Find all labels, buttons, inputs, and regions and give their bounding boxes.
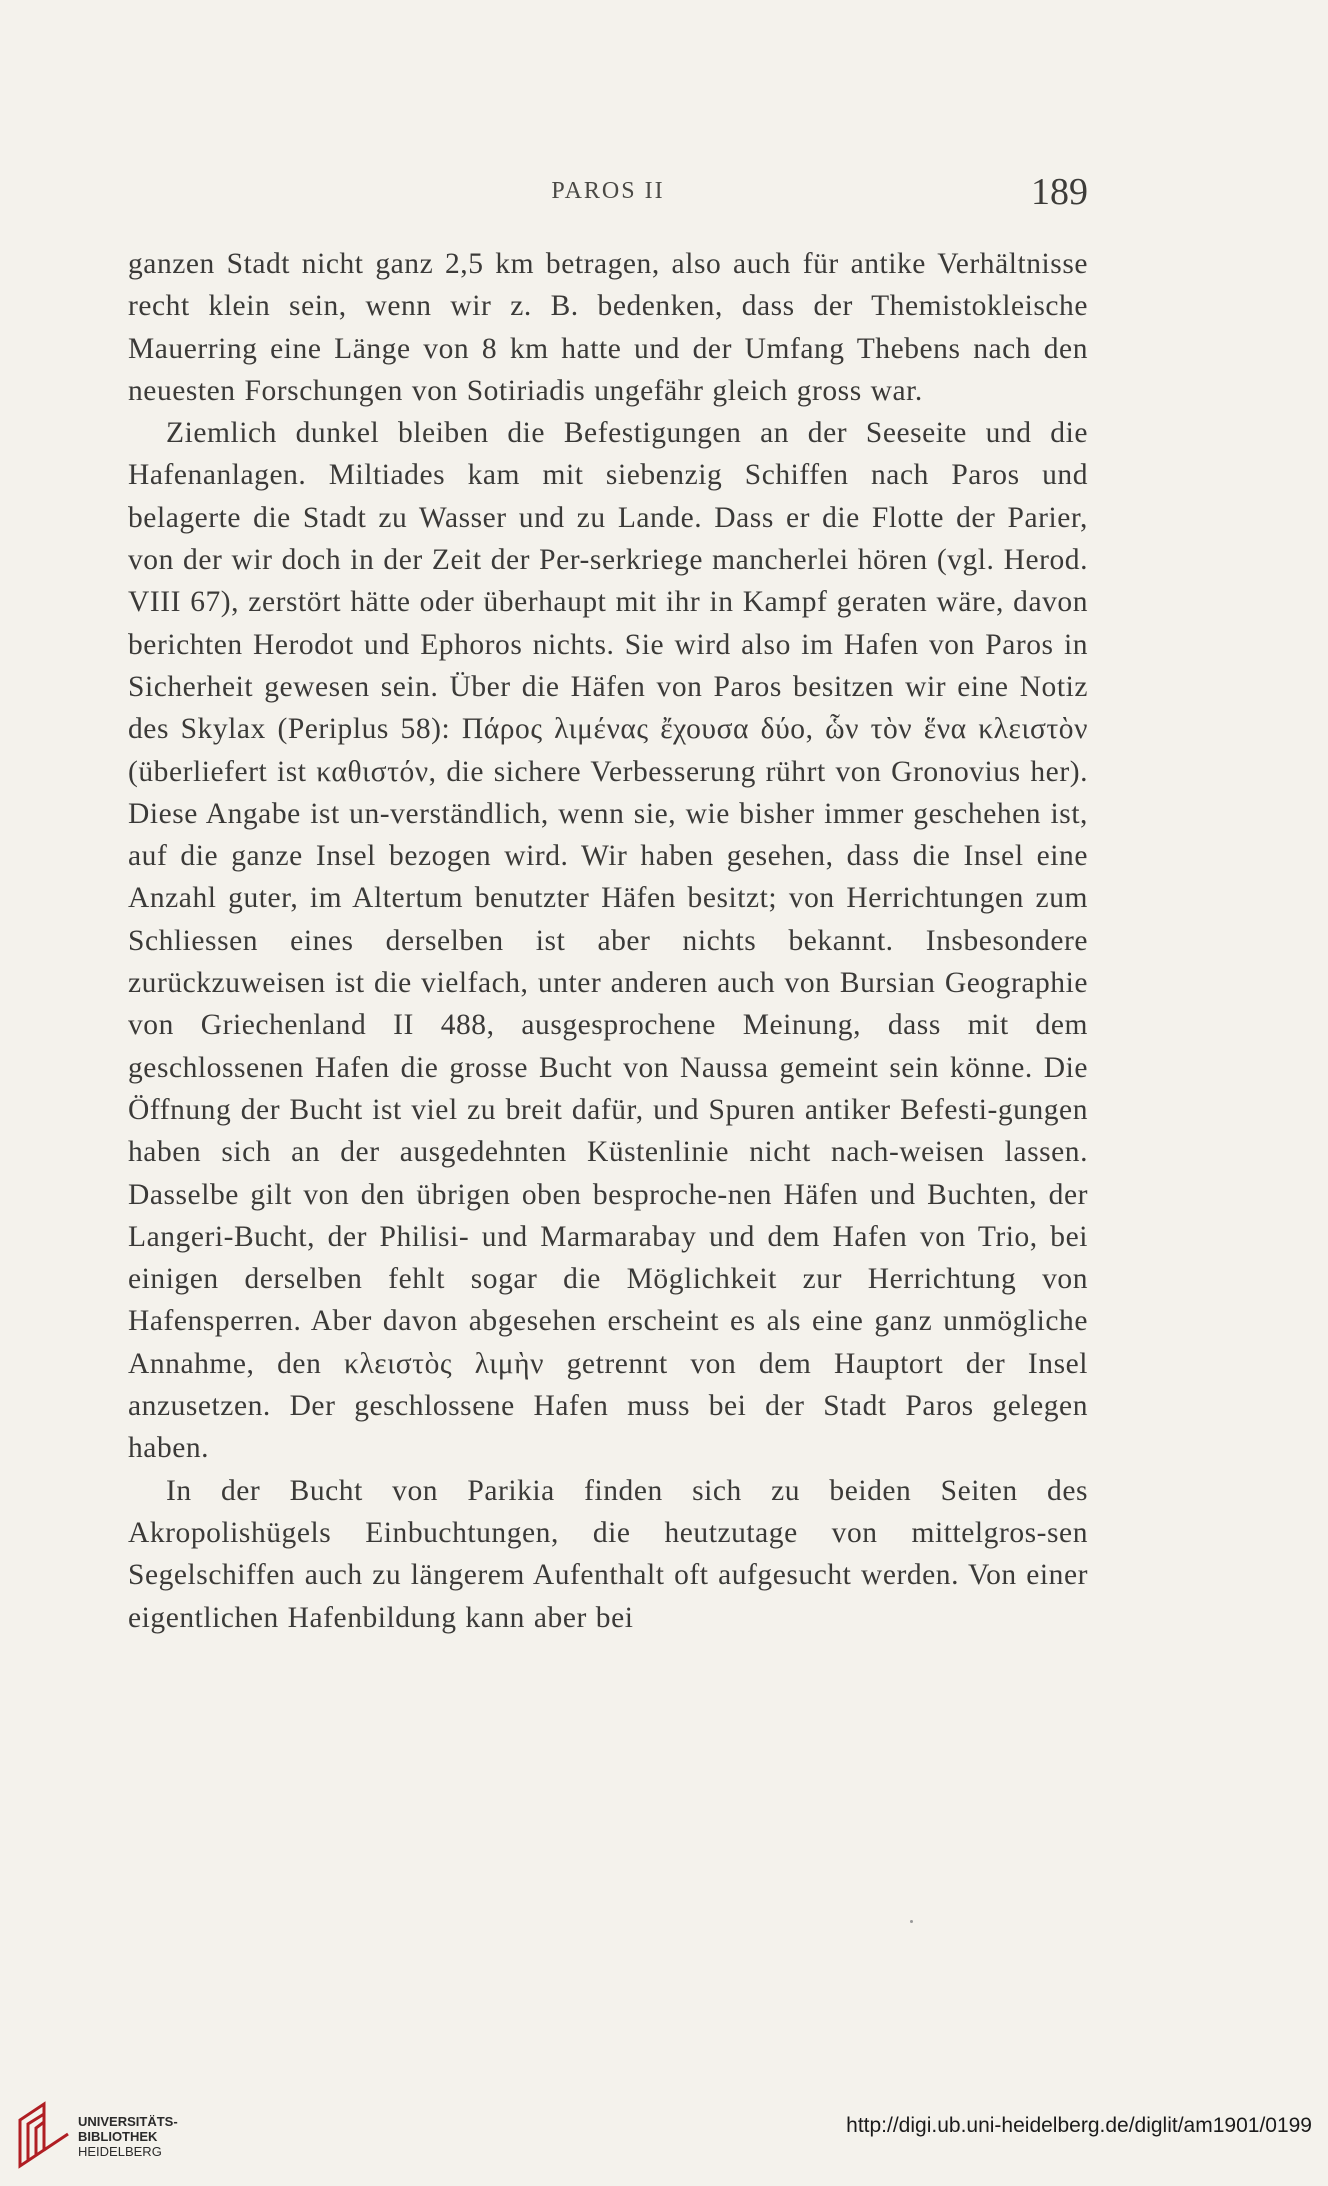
ub-heidelberg-logo-icon[interactable] (14, 2100, 74, 2170)
source-url-link[interactable]: http://digi.ub.uni-heidelberg.de/diglit/am1901/0199 (846, 2114, 1312, 2137)
paper-speck (910, 1920, 913, 1923)
paragraph-3: In der Bucht von Parikia finden sich zu beiden Seiten des Akropolishügels Einbuchtungen, die heutzutage von mittelgros-sen Segelschiffen auch zu längerem Aufenthalt oft aufgesucht werden. Von einer eigentlichen Hafenbildung kann aber bei (128, 1474, 1088, 1634)
library-line-1: UNIVERSITÄTS- (78, 2114, 178, 2129)
page-footer (0, 2080, 1328, 2186)
library-name (78, 2114, 178, 2159)
running-head: PAROS II (551, 178, 665, 204)
paragraph-1: ganzen Stadt nicht ganz 2,5 km betragen, also auch für antike Verhältnisse recht klein sein, wenn wir z. B. bedenken, dass der Themistokleische Mauerring eine Länge von 8 km hatte und der Umfang Thebens nach den neuesten Forschungen von Sotiriadis ungefähr gleich gross war. (128, 248, 1088, 407)
page-number: 189 (1031, 171, 1088, 213)
library-line-3: HEIDELBERG (78, 2144, 162, 2159)
page-header (128, 170, 1088, 230)
library-line-2: BIBLIOTHEK (78, 2129, 158, 2144)
paragraph-2: Ziemlich dunkel bleiben die Befestigungen an der Seeseite und die Hafenanlagen. Miltiades kam mit siebenzig Schiffen nach Paros und belagerte die Stadt zu Wasser und zu Lande. Dass er die Flotte der Parier, von der wir doch in der Zeit der Per-serkriege mancherlei hören (vgl. Herod. VIII 67), zerstört hätte oder überhaupt mit ihr in Kampf geraten wäre, davon berichten Herodot und Ephoros nichts. Sie wird also im Hafen von Paros in Sicherheit gewesen sein. Über die Häfen von Paros besitzen wir eine Notiz des Skylax (Periplus 58): Πάρος λιμένας ἔχουσα δύο, ὧν τὸν ἕνα κλειστὸν (überliefert ist καθιστόν, die sichere Verbesserung rührt von Gronovius her). Diese Angabe ist un-verständlich, wenn sie, wie bisher immer geschehen ist, auf die ganze Insel bezogen wird. Wir haben gesehen, dass die Insel eine Anzahl guter, im Altertum benutzter Häfen besitzt; von Herrichtungen zum Schliessen eines derselben ist aber nichts bekannt. Insbesondere zurückzuweisen ist die vielfach, unter anderen auch von Bursian Geographie von Griechenland II 488, ausgesprochene Meinung, dass mit dem geschlossenen Hafen die grosse Bucht von Naussa gemeint sein könne. Die Öffnung der Bucht ist viel zu breit dafür, und Spuren antiker Befesti-gungen haben sich an der ausgedehnten Küstenlinie nicht nach-weisen lassen. Dasselbe gilt von den übrigen oben besproche-nen Häfen und Buchten, der Langeri-Bucht, der Philisi- und Marmarabay und dem Hafen von Trio, bei einigen derselben fehlt sogar die Möglichkeit zur Herrichtung von Hafensperren. Aber davon abgesehen erscheint es als eine ganz unmögliche Annahme, den κλειστὸς λιμὴν getrennt von dem Hauptort der Insel anzusetzen. Der geschlossene Hafen muss bei der Stadt Paros gelegen haben. (128, 417, 1088, 1465)
body-text (128, 243, 1088, 1639)
